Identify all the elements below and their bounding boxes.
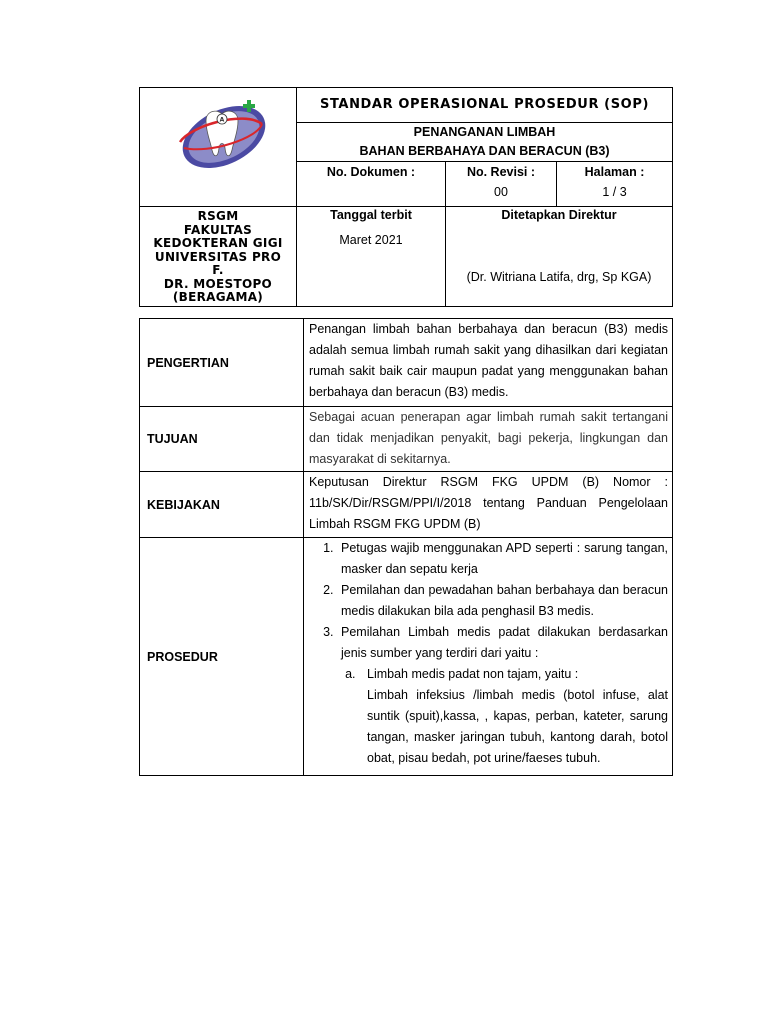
- halaman-label: Halaman :: [584, 165, 645, 180]
- prosedur-content: [304, 538, 673, 776]
- institution-name: [140, 207, 297, 307]
- tujuan-text: Sebagai acuan penerapan agar limbah rumah sakit tertangani dan tidak menjadikan penyakit, bagi pekerja, lingkungan dan masyarakat di sekitarnya.: [304, 407, 673, 472]
- ditetapkan-label: Ditetapkan Direktur: [501, 208, 617, 222]
- prosedur-step: 2. Pemilahan dan pewadahan bahan berbahaya dan beracun medis dilakukan bila ada penghasil B3 medis.: [337, 580, 668, 622]
- tanggal-value: Maret 2021: [339, 233, 403, 247]
- prosedur-substeps: [341, 664, 668, 769]
- no-dokumen-label: No. Dokumen :: [326, 165, 416, 180]
- prosedur-substep: [359, 664, 668, 769]
- content-table: [139, 318, 673, 776]
- subtitle-line-1: PENANGANAN LIMBAH: [413, 124, 556, 139]
- pengertian-label: PENGERTIAN: [140, 319, 304, 407]
- tanggal-cell: [297, 207, 446, 307]
- no-revisi-value: 00: [494, 185, 508, 200]
- institution-line: (BERAGAMA): [172, 290, 264, 304]
- no-revisi-label: No. Revisi :: [466, 165, 536, 180]
- logo-cell: [140, 88, 297, 207]
- institution-line: RSGM: [197, 209, 239, 223]
- ditetapkan-cell: [446, 207, 673, 307]
- no-dokumen-cell: [297, 162, 446, 207]
- halaman-cell: [557, 162, 673, 207]
- substep-detail: Limbah infeksius /limbah medis (botol infuse, alat suntik (spuit),kassa, , kapas, perban, kateter, sarung tangan, masker jaringan tubuh, kantong darah, botol obat, pisau bedah, pot urine/faeses tubuh.: [367, 688, 668, 765]
- prosedur-label: PROSEDUR: [140, 538, 304, 776]
- prosedur-step: [337, 622, 668, 769]
- kebijakan-label: KEBIJAKAN: [140, 472, 304, 538]
- substep-title: a. Limbah medis padat non tajam, yaitu :: [367, 667, 579, 681]
- institution-line: FAKULTAS: [183, 222, 253, 237]
- subtitle-line-2: BAHAN BERBAHAYA DAN BERACUN (B3): [359, 143, 610, 158]
- institution-line: KEDOKTERAN GIGI: [153, 236, 283, 250]
- halaman-value: 1 / 3: [602, 185, 627, 200]
- pengertian-text: Penangan limbah bahan berbahaya dan beracun (B3) medis adalah semua limbah rumah sakit yang dihasilkan dari kegiatan rumah sakit baik cair maupun padat yang menggunakan bahan berbahaya dan beracun (B3) medis.: [304, 319, 673, 407]
- kebijakan-text: Keputusan Direktur RSGM FKG UPDM (B) Nomor : 11b/SK/Dir/RSGM/PPI/I/2018 tentang Panduan Pengelolaan Limbah RSGM FKG UPDM (B): [304, 472, 673, 538]
- no-revisi-cell: [446, 162, 557, 207]
- institution-line: UNIVERSITAS PRO: [154, 249, 282, 264]
- svg-text:A: A: [219, 116, 225, 124]
- tujuan-label: TUJUAN: [140, 407, 304, 472]
- prosedur-steps: [309, 538, 668, 769]
- prosedur-step: 1. Petugas wajib menggunakan APD seperti : sarung tangan, masker dan sepatu kerja: [337, 538, 668, 580]
- tanggal-label: Tanggal terbit: [330, 208, 412, 222]
- sop-subtitle: [297, 122, 673, 162]
- institution-line: F.: [212, 263, 224, 277]
- ditetapkan-name: (Dr. Witriana Latifa, drg, Sp KGA): [466, 270, 652, 284]
- prosedur-step-text: Pemilahan Limbah medis padat dilakukan berdasarkan jenis sumber yang terdiri dari yaitu :: [341, 625, 668, 660]
- header-table: [139, 87, 673, 307]
- sop-title: STANDAR OPERASIONAL PROSEDUR (SOP): [297, 88, 673, 123]
- tooth-logo-icon: [140, 88, 296, 201]
- institution-line: DR. MOESTOPO: [163, 276, 273, 291]
